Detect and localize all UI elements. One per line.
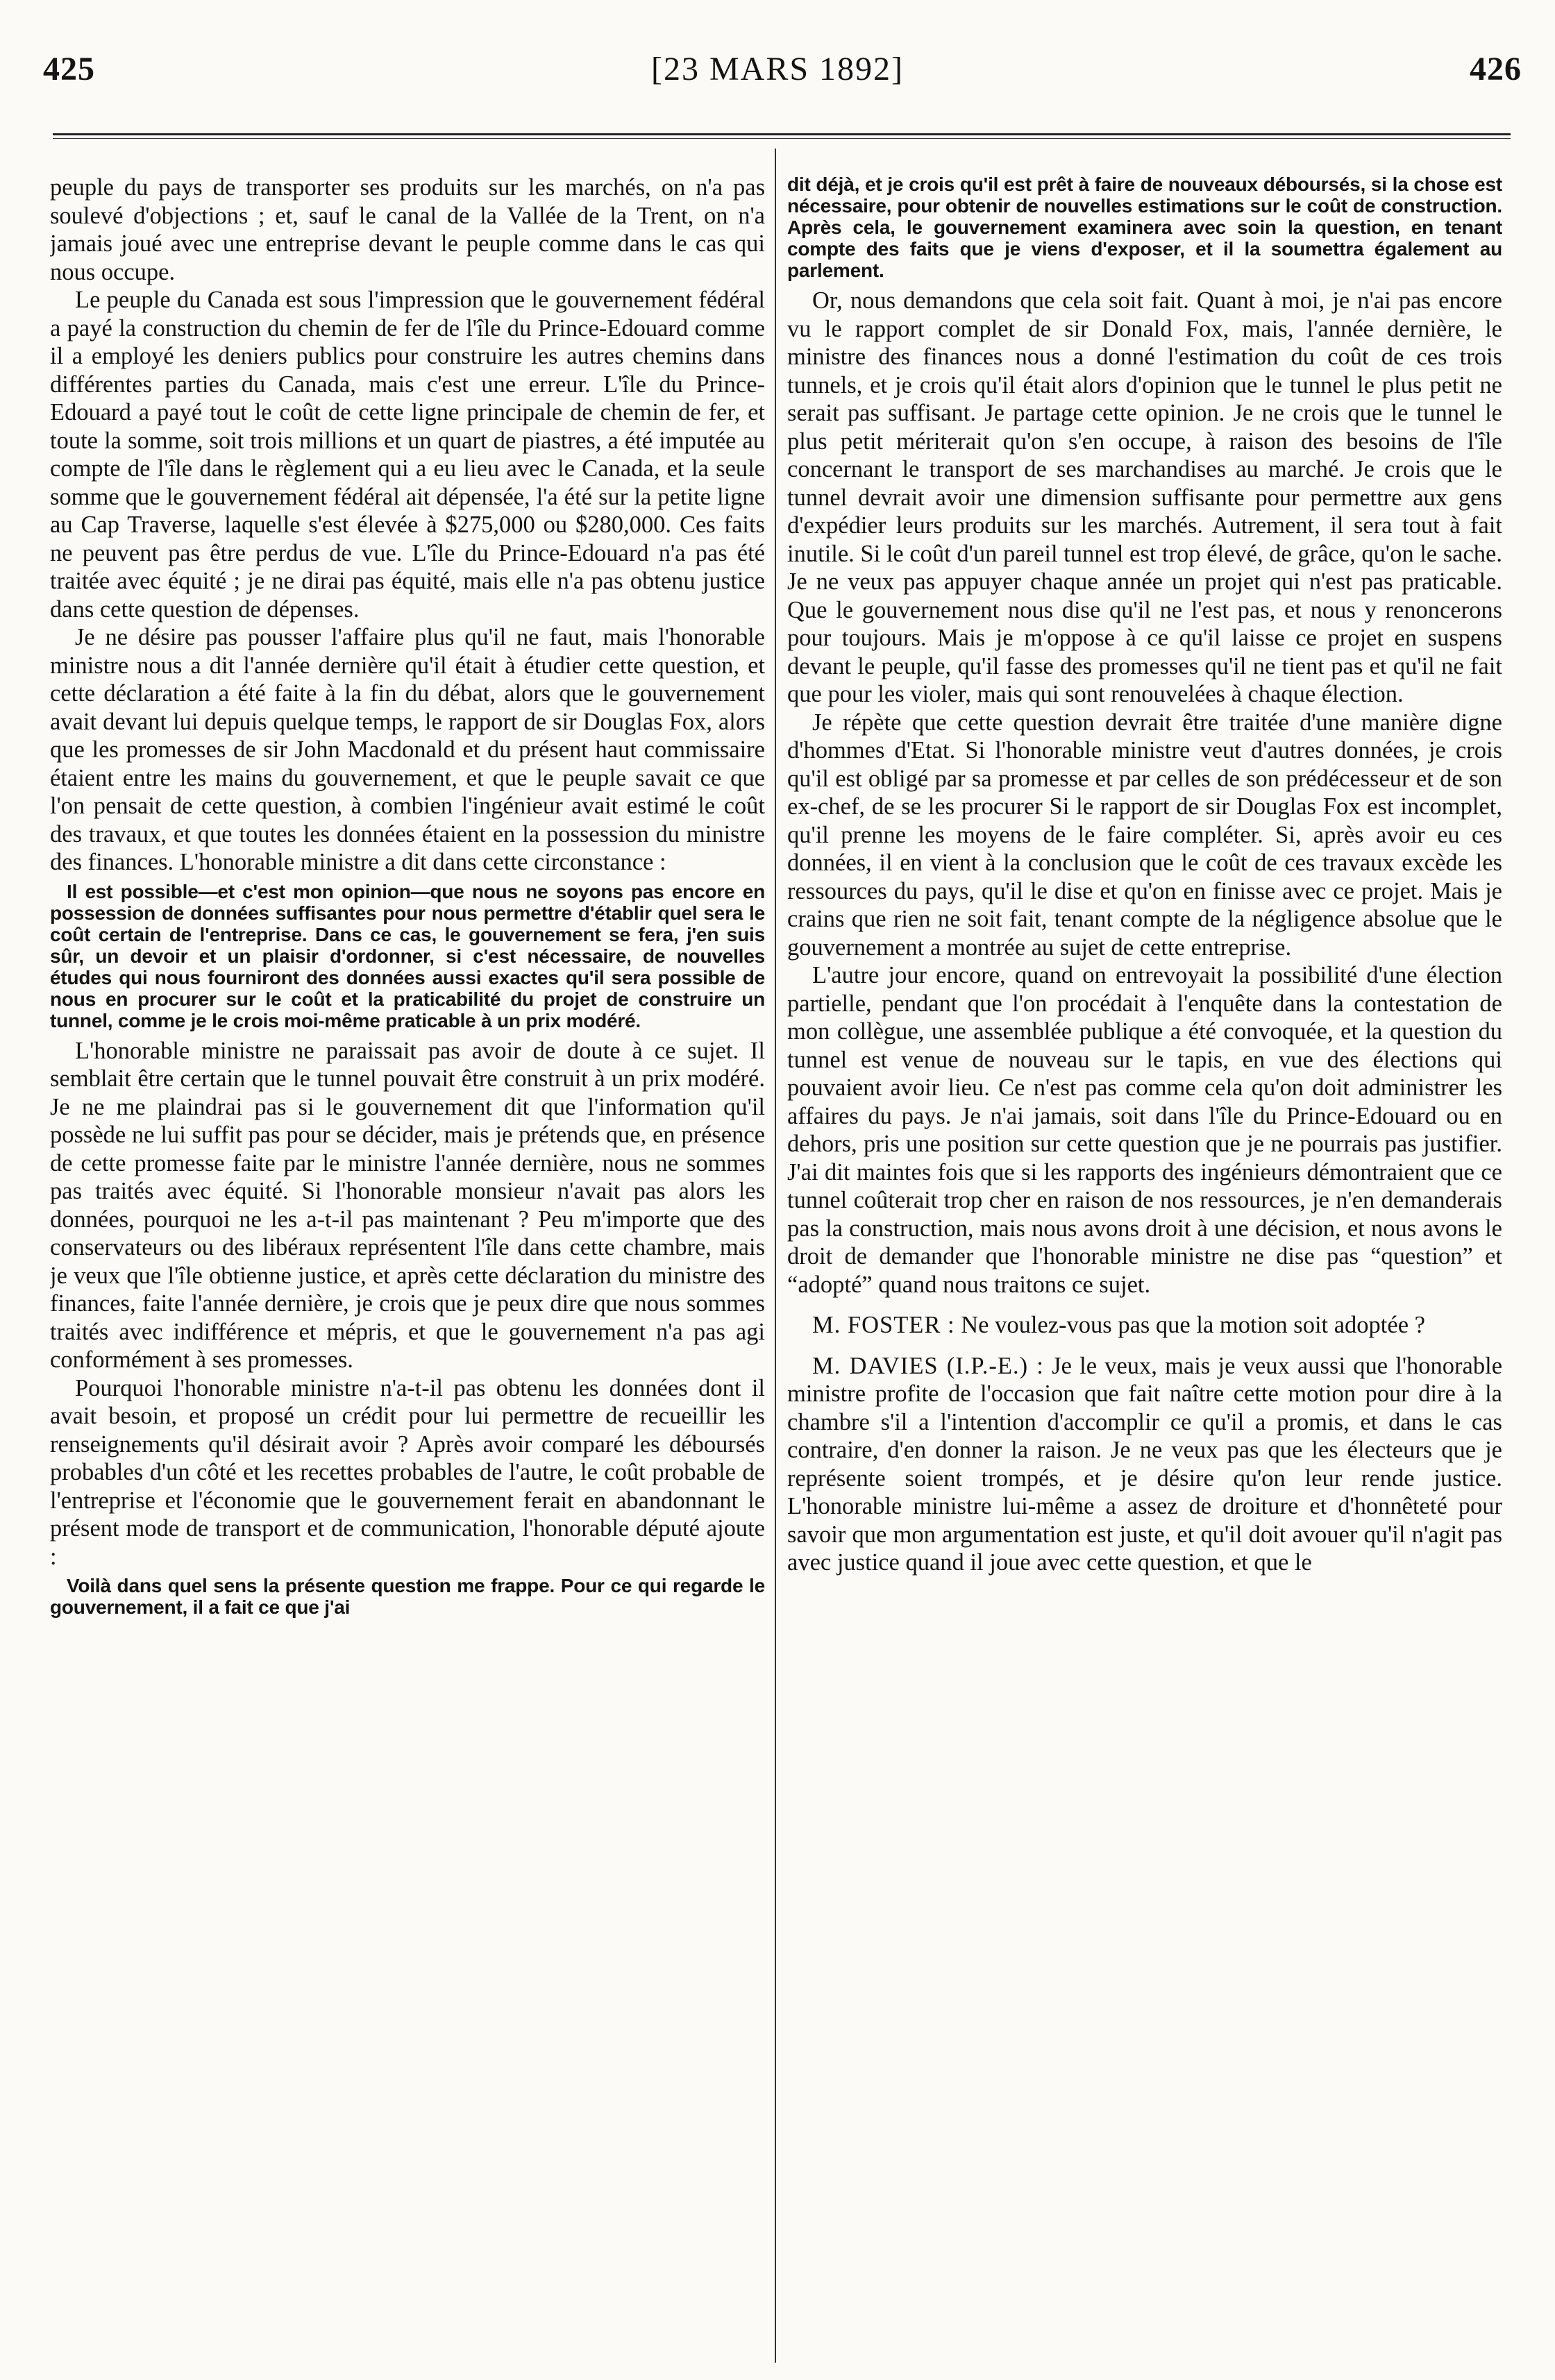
paragraph: Le peuple du Canada est sous l'impression que le gouvernement fédéral a payé la construction du chemin de fer de l'île du Prince-Edouard comme il a employé les deniers publics pour construire les autres chemins dans différentes parties du Canada, mais c'est une erreur. L'île du Prince-Edouard a payé tout le coût de cette ligne principale de chemin de fer, et toute la somme, soit trois millions et un quart de piastres, a été imputée au compte de l'île dans le règlement qui a eu lieu avec le Canada, et la seule somme que le gouvernement fédéral ait dépensée, l'a été sur la petite ligne au Cap Traverse, laquelle s'est élevée à $275,000 ou $280,000. Ces faits ne peuvent pas être perdus de vue. L'île du Prince-Edouard n'a pas été traitée avec équité ; je ne dirai pas équité, mais elle n'a pas obtenu justice dans cette question de dépenses. <box>50 287 765 623</box>
header-date: [23 MARS 1892] <box>650 51 905 87</box>
right-page-number: 426 <box>1470 51 1522 87</box>
speaker-paragraph <box>787 1352 1502 1577</box>
column-divider <box>775 149 776 2363</box>
left-page-number: 425 <box>43 51 95 87</box>
left-column <box>50 174 765 2360</box>
page-header <box>0 0 1555 139</box>
paragraph: peuple du pays de transporter ses produits sur les marchés, on n'a pas soulevé d'objections ; et, sauf le canal de la Vallée de la Trent, on n'a jamais joué avec une entreprise devant le peuple comme dans le cas qui nous occupe. <box>50 174 765 285</box>
block-quote-continued: dit déjà, et je crois qu'il est prêt à faire de nouveaux déboursés, si la chose est nécessaire, pour obtenir de nouvelles estimations sur le coût de construction. Après cela, le gouvernement examinera avec soin la question, en tenant compte des faits que je viens d'exposer, et il la soumettra également au parlement. <box>787 174 1502 281</box>
block-quote: Il est possible—et c'est mon opinion—que nous ne soyons pas encore en possession de données suffisantes pour nous permettre d'établir quel sera le coût certain de l'entreprise. Dans ce cas, le gouvernement se fera, j'en suis sûr, un devoir et un plaisir d'ordonner, si c'est nécessaire, de nouvelles études qui nous fourniront des données aussi exactes qu'il sera possible de nous en procurer sur le coût et la praticabilité du projet de construire un tunnel, comme je le crois moi-même praticable à un prix modéré. <box>50 880 765 1031</box>
paragraph: Or, nous demandons que cela soit fait. Quant à moi, je n'ai pas encore vu le rapport complet de sir Donald Fox, mais, l'année dernière, le ministre des finances nous a donné l'estimation du coût de ces trois tunnels, et je crois qu'il était alors d'opinion que le tunnel le plus petit ne serait pas suffisant. Je partage cette opinion. Je ne crois que le tunnel le plus petit mériterait qu'on s'en occupe, à raison des besoins de l'île concernant le transport de ses marchandises au marché. Je crois que le tunnel devrait avoir une dimension suffisante pour permettre aux gens d'expédier leurs produits sur les marchés. Autrement, il sera tout à fait inutile. Si le coût d'un pareil tunnel est trop élevé, de grâce, qu'on le sache. Je ne veux pas appuyer chaque année un projet qui n'est pas praticable. Que le gouvernement nous dise qu'il ne l'est pas, et nous y renoncerons pour toujours. Mais je m'oppose à ce qu'il laisse ce projet en suspens devant le peuple, qu'il fasse des promesses qu'il ne tient pas et qu'il ne fait que pour les violer, mais qui sont renouvelées à chaque élection. <box>787 287 1502 707</box>
paragraph: L'honorable ministre ne paraissait pas avoir de doute à ce sujet. Il semblait être certain que le tunnel pouvait être construit à un prix modéré. Je ne me plaindrai pas si le gouvernement dit que l'information qu'il possède ne lui suffit pas pour se décider, mais je prétends que, en présence de cette promesse faite par le ministre l'année dernière, nous ne sommes pas traités avec équité. Si l'honorable monsieur n'avait pas alors les données, pourquoi ne les a-t-il pas maintenant ? Peu m'importe que des conservateurs ou des libéraux représentent l'île dans cette chambre, mais je veux que l'île obtienne justice, et après cette déclaration du ministre des finances, faite l'année dernière, je crois que je peux dire que nous sommes traités avec indifférence et mépris, et que le gouvernement n'a pas agi conformément à ses promesses. <box>50 1037 765 1373</box>
header-rule <box>53 133 1511 139</box>
paragraph: L'autre jour encore, quand on entrevoyait la possibilité d'une élection partielle, pendant que l'on procédait à l'enquête dans la contestation de mon collègue, une assemblée publique a été convoquée, et la question du tunnel est venue de nouveau sur le tapis, en vue des élections qui pouvaient avoir lieu. Ce n'est pas comme cela qu'on doit administrer les affaires du pays. Je n'ai jamais, soit dans l'île du Prince-Edouard ou en dehors, pris une position sur cette question que je ne pourrais pas justifier. J'ai dit maintes fois que si les rapports des ingénieurs démontraient que ce tunnel coûterait trop cher en raison de nos ressources, je n'en demanderais pas la construction, mais nous avons droit à une décision, et nous avons le droit de demander que l'honorable ministre ne dise pas “question” et “adopté” quand nous traitons ce sujet. <box>787 962 1502 1298</box>
speaker-name: M. DAVIES (I.P.-E.) : <box>812 1352 1044 1379</box>
speaker-paragraph <box>787 1311 1502 1340</box>
speaker-name: M. FOSTER : <box>812 1312 955 1338</box>
speaker-text: Ne voulez-vous pas que la motion soit adoptée ? <box>961 1312 1425 1338</box>
paragraph: Je ne désire pas pousser l'affaire plus qu'il ne faut, mais l'honorable ministre nous a dit l'année dernière qu'il était à étudier cette question, et cette déclaration a été faite à la fin du débat, alors que le gouvernement avait devant lui depuis quelque temps, le rapport de sir Douglas Fox, alors que les promesses de sir John Macdonald et du présent haut commissaire étaient entre les mains du gouvernement, et que le peuple savait ce que l'on pensait de cette question, à combien l'ingénieur avait estimé le coût des travaux, et que toutes les données étaient en la possession du ministre des finances. L'honorable ministre a dit dans cette circonstance : <box>50 624 765 875</box>
speaker-text: Je le veux, mais je veux aussi que l'honorable ministre profite de l'occasion que fait naître cette motion pour dire à la chambre s'il a l'intention d'accomplir ce qu'il a promis, et dans le cas contraire, d'en donner la raison. Je ne veux pas que les électeurs que je représente soient trompés, et je désire qu'on leur rende justice. L'honorable ministre lui-même a assez de droiture et d'honnêteté pour savoir que mon argumentation est juste, et qu'il doit avouer qu'il n'agit pas avec justice quand il joue avec cette question, et que le <box>787 1352 1502 1576</box>
paragraph: Je répète que cette question devrait être traitée d'une manière digne d'hommes d'Etat. Si l'honorable ministre veut d'autres données, je crois qu'il est obligé par sa promesse et par celles de son prédécesseur et de son ex-chef, de se les procurer Si le rapport de sir Douglas Fox est incomplet, qu'il prenne les moyens de le faire compléter. Si, après avoir eu ces données, il en vient à la conclusion que le coût de ces travaux excède les ressources du pays, qu'il le dise et qu'on en finisse avec ce projet. Mais je crains que rien ne soit fait, tenant compte de la négligence absolue que le gouvernement a montrée au sujet de cette entreprise. <box>787 709 1502 961</box>
right-column <box>787 174 1502 2360</box>
block-quote: Voilà dans quel sens la présente question me frappe. Pour ce qui regarde le gouvernement, il a fait ce que j'ai <box>50 1575 765 1618</box>
paragraph: Pourquoi l'honorable ministre n'a-t-il pas obtenu les données dont il avait besoin, et proposé un crédit pour lui permettre de recueillir les renseignements qu'il désirait avoir ? Après avoir comparé les déboursés probables d'un côté et les recettes probables de l'autre, le coût probable de l'entreprise et l'économie que le gouvernement ferait en abandonnant le présent mode de transport et de communication, l'honorable député ajoute : <box>50 1374 765 1570</box>
